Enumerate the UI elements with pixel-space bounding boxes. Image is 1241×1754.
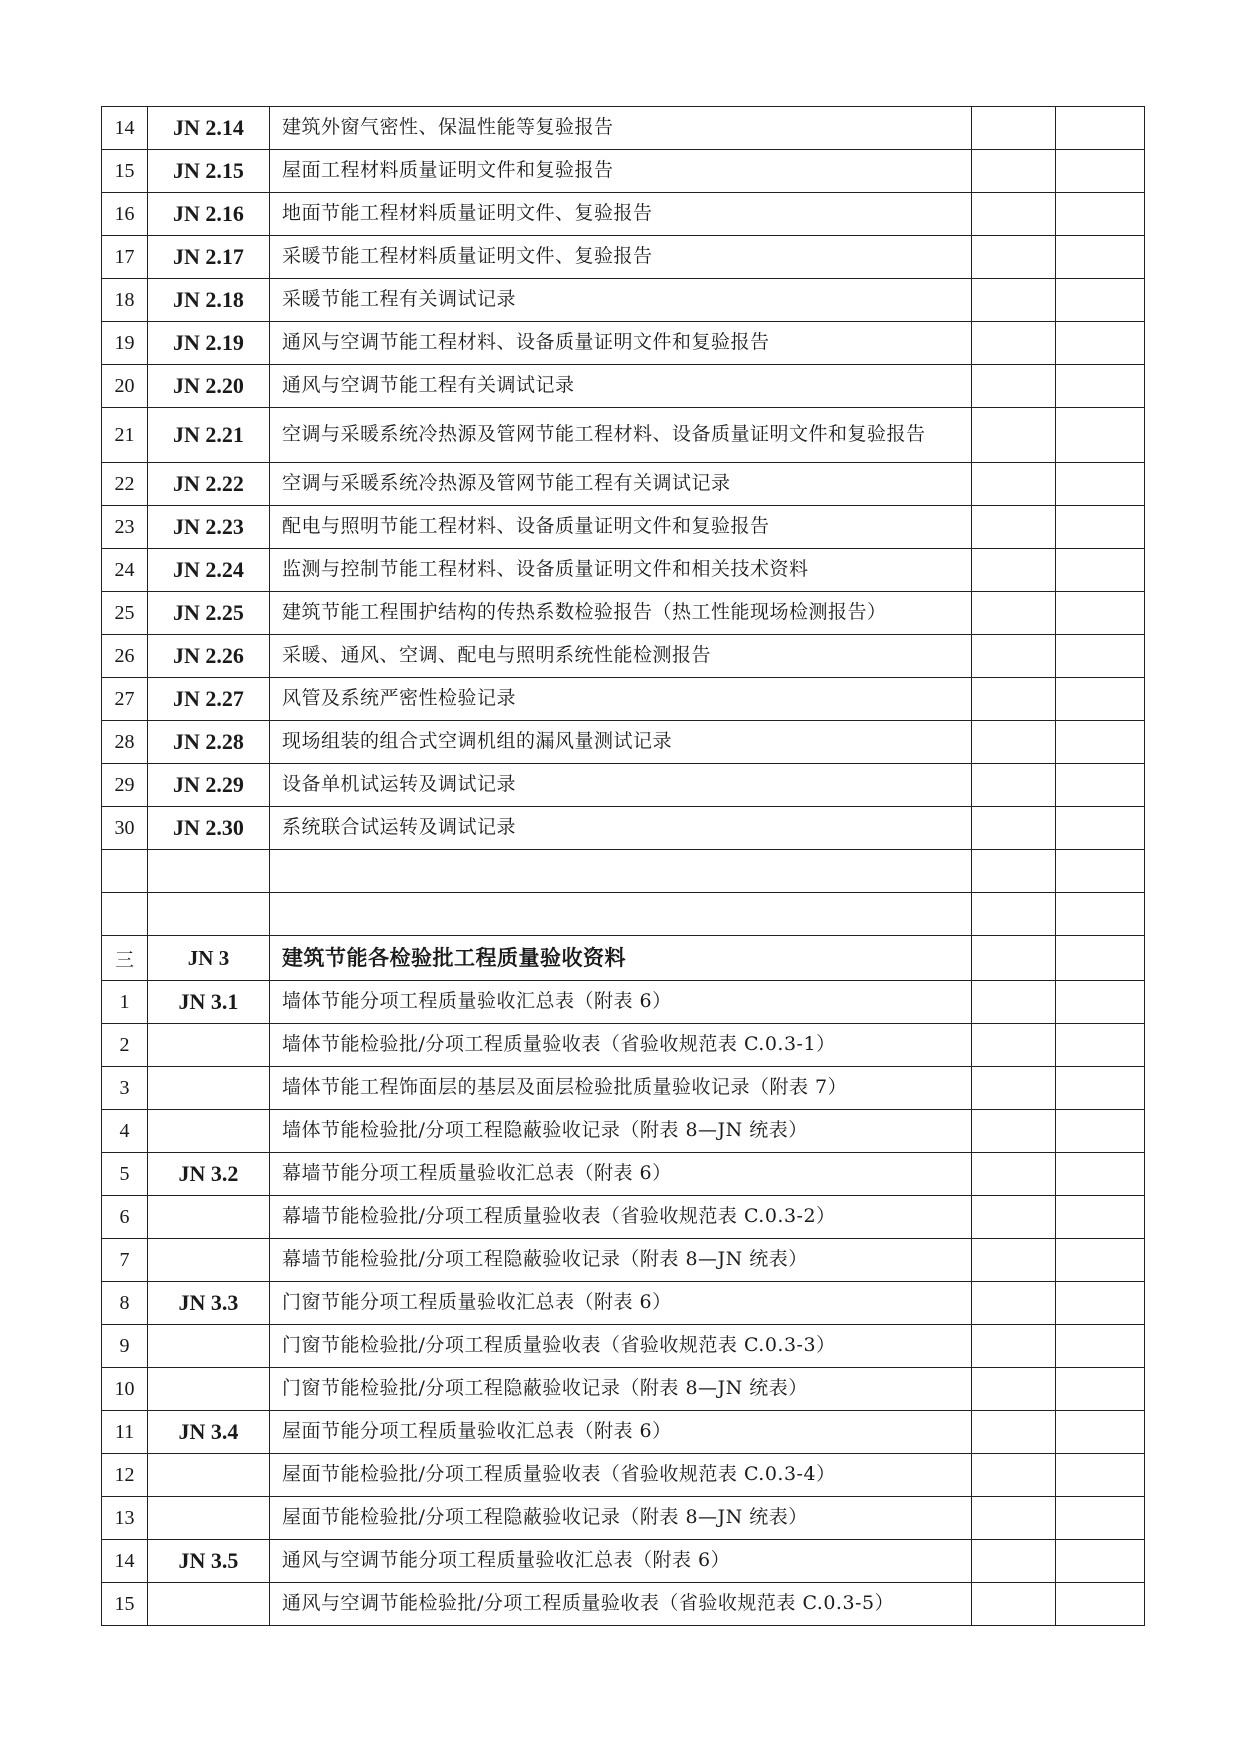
table-row — [102, 1196, 1145, 1239]
row-number: 21 — [102, 408, 148, 463]
row-title: 门窗节能分项工程质量验收汇总表（附表 6） — [270, 1282, 972, 1325]
row-cell-empty — [972, 764, 1056, 807]
row-number: 14 — [102, 107, 148, 150]
row-cell-empty — [1056, 1497, 1145, 1540]
table-row — [102, 1454, 1145, 1497]
row-title: 屋面节能分项工程质量验收汇总表（附表 6） — [270, 1411, 972, 1454]
row-code: JN 2.19 — [148, 322, 270, 365]
table-row — [102, 1024, 1145, 1067]
row-number: 2 — [102, 1024, 148, 1067]
row-cell-empty — [972, 592, 1056, 635]
row-number: 12 — [102, 1454, 148, 1497]
row-code — [148, 1325, 270, 1368]
row-cell-empty — [972, 1196, 1056, 1239]
row-number: 3 — [102, 1067, 148, 1110]
row-code: JN 2.30 — [148, 807, 270, 850]
row-code: JN 2.29 — [148, 764, 270, 807]
row-cell-empty — [1056, 236, 1145, 279]
table-row — [102, 463, 1145, 506]
row-number: 13 — [102, 1497, 148, 1540]
table-row — [102, 236, 1145, 279]
row-cell-empty — [972, 1540, 1056, 1583]
row-cell-empty — [1056, 1583, 1145, 1626]
row-cell-empty — [972, 1282, 1056, 1325]
row-code — [148, 1239, 270, 1282]
table-row — [102, 1583, 1145, 1626]
row-cell-empty — [1056, 1239, 1145, 1282]
section-code: JN 3 — [148, 936, 270, 981]
row-code: JN 2.18 — [148, 279, 270, 322]
row-title: 通风与空调节能工程有关调试记录 — [270, 365, 972, 408]
row-cell-empty — [972, 1325, 1056, 1368]
row-code: JN 3.5 — [148, 1540, 270, 1583]
table-row — [102, 506, 1145, 549]
row-cell-empty — [972, 279, 1056, 322]
row-cell-empty — [1056, 1368, 1145, 1411]
row-title: 采暖节能工程材料质量证明文件、复验报告 — [270, 236, 972, 279]
row-cell-empty — [972, 549, 1056, 592]
row-cell-empty — [1056, 721, 1145, 764]
row-title: 门窗节能检验批/分项工程隐蔽验收记录（附表 8—JN 统表） — [270, 1368, 972, 1411]
row-cell-empty — [1056, 807, 1145, 850]
row-code: JN 2.28 — [148, 721, 270, 764]
row-code: JN 2.20 — [148, 365, 270, 408]
row-number: 24 — [102, 549, 148, 592]
row-code: JN 2.25 — [148, 592, 270, 635]
row-cell-empty — [972, 1368, 1056, 1411]
row-cell-empty — [972, 1024, 1056, 1067]
row-cell-empty — [972, 807, 1056, 850]
row-title: 风管及系统严密性检验记录 — [270, 678, 972, 721]
row-code: JN 2.15 — [148, 150, 270, 193]
row-cell-empty — [972, 1454, 1056, 1497]
row-cell-empty — [972, 1411, 1056, 1454]
row-cell-empty — [1056, 678, 1145, 721]
row-cell-empty — [1056, 193, 1145, 236]
row-number: 25 — [102, 592, 148, 635]
table-row — [102, 107, 1145, 150]
row-code: JN 3.1 — [148, 981, 270, 1024]
row-title: 系统联合试运转及调试记录 — [270, 807, 972, 850]
row-cell-empty — [1056, 764, 1145, 807]
row-cell-empty — [1056, 592, 1145, 635]
row-title: 设备单机试运转及调试记录 — [270, 764, 972, 807]
row-number — [102, 850, 148, 893]
row-cell-empty — [972, 1583, 1056, 1626]
row-title — [270, 850, 972, 893]
table-row — [102, 721, 1145, 764]
row-title: 通风与空调节能工程材料、设备质量证明文件和复验报告 — [270, 322, 972, 365]
table-row — [102, 635, 1145, 678]
row-cell-empty — [1056, 506, 1145, 549]
row-number: 22 — [102, 463, 148, 506]
row-code: JN 2.21 — [148, 408, 270, 463]
row-title: 幕墙节能检验批/分项工程隐蔽验收记录（附表 8—JN 统表） — [270, 1239, 972, 1282]
row-code: JN 2.16 — [148, 193, 270, 236]
row-title: 建筑外窗气密性、保温性能等复验报告 — [270, 107, 972, 150]
row-code — [148, 1067, 270, 1110]
table-row — [102, 1411, 1145, 1454]
table-row — [102, 981, 1145, 1024]
row-cell-empty — [1056, 1411, 1145, 1454]
row-code: JN 2.17 — [148, 236, 270, 279]
row-title: 幕墙节能检验批/分项工程质量验收表（省验收规范表 C.0.3-2） — [270, 1196, 972, 1239]
row-cell-empty — [1056, 107, 1145, 150]
row-code — [148, 1196, 270, 1239]
row-cell-empty — [972, 1067, 1056, 1110]
row-code — [148, 1454, 270, 1497]
table-row — [102, 549, 1145, 592]
row-number: 26 — [102, 635, 148, 678]
row-title: 通风与空调节能分项工程质量验收汇总表（附表 6） — [270, 1540, 972, 1583]
row-cell-empty — [972, 1239, 1056, 1282]
table-row — [102, 807, 1145, 850]
table-row — [102, 1239, 1145, 1282]
row-cell-empty — [1056, 1110, 1145, 1153]
table-row — [102, 1067, 1145, 1110]
row-cell-empty — [972, 893, 1056, 936]
row-title: 空调与采暖系统冷热源及管网节能工程材料、设备质量证明文件和复验报告 — [270, 408, 972, 463]
row-cell-empty — [1056, 1325, 1145, 1368]
row-number: 4 — [102, 1110, 148, 1153]
row-cell-empty — [1056, 1540, 1145, 1583]
row-cell-empty — [1056, 893, 1145, 936]
table-row — [102, 1110, 1145, 1153]
row-cell-empty — [972, 322, 1056, 365]
row-number: 17 — [102, 236, 148, 279]
row-title: 门窗节能检验批/分项工程质量验收表（省验收规范表 C.0.3-3） — [270, 1325, 972, 1368]
row-number: 20 — [102, 365, 148, 408]
row-code — [148, 1024, 270, 1067]
section-heading-row — [102, 936, 1145, 981]
row-title: 地面节能工程材料质量证明文件、复验报告 — [270, 193, 972, 236]
row-number: 6 — [102, 1196, 148, 1239]
table-row — [102, 1153, 1145, 1196]
row-cell-empty — [1056, 1067, 1145, 1110]
row-number: 10 — [102, 1368, 148, 1411]
row-cell-empty — [1056, 981, 1145, 1024]
row-cell-empty — [1056, 1153, 1145, 1196]
row-cell-empty — [1056, 850, 1145, 893]
row-title: 采暖、通风、空调、配电与照明系统性能检测报告 — [270, 635, 972, 678]
row-number: 11 — [102, 1411, 148, 1454]
row-number: 14 — [102, 1540, 148, 1583]
row-cell-empty — [972, 721, 1056, 764]
table-row — [102, 279, 1145, 322]
row-number: 5 — [102, 1153, 148, 1196]
row-title: 现场组装的组合式空调机组的漏风量测试记录 — [270, 721, 972, 764]
table-row — [102, 678, 1145, 721]
table-row — [102, 408, 1145, 463]
row-code — [148, 1368, 270, 1411]
row-title: 配电与照明节能工程材料、设备质量证明文件和复验报告 — [270, 506, 972, 549]
row-code — [148, 893, 270, 936]
row-cell-empty — [1056, 936, 1145, 981]
row-title: 监测与控制节能工程材料、设备质量证明文件和相关技术资料 — [270, 549, 972, 592]
row-cell-empty — [1056, 408, 1145, 463]
row-code: JN 3.3 — [148, 1282, 270, 1325]
table-row-blank — [102, 893, 1145, 936]
row-title: 屋面节能检验批/分项工程隐蔽验收记录（附表 8—JN 统表） — [270, 1497, 972, 1540]
row-cell-empty — [972, 193, 1056, 236]
row-number: 19 — [102, 322, 148, 365]
row-cell-empty — [1056, 1454, 1145, 1497]
row-code: JN 3.2 — [148, 1153, 270, 1196]
row-cell-empty — [1056, 1196, 1145, 1239]
row-code: JN 2.22 — [148, 463, 270, 506]
row-cell-empty — [972, 981, 1056, 1024]
table-row — [102, 592, 1145, 635]
row-cell-empty — [972, 635, 1056, 678]
row-cell-empty — [972, 107, 1056, 150]
row-title: 屋面工程材料质量证明文件和复验报告 — [270, 150, 972, 193]
row-title: 幕墙节能分项工程质量验收汇总表（附表 6） — [270, 1153, 972, 1196]
row-code: JN 2.14 — [148, 107, 270, 150]
row-cell-empty — [972, 1153, 1056, 1196]
row-cell-empty — [1056, 1024, 1145, 1067]
row-code — [148, 1497, 270, 1540]
row-title: 采暖节能工程有关调试记录 — [270, 279, 972, 322]
row-number: 18 — [102, 279, 148, 322]
row-cell-empty — [1056, 365, 1145, 408]
table-row — [102, 322, 1145, 365]
row-cell-empty — [972, 506, 1056, 549]
row-cell-empty — [972, 678, 1056, 721]
row-number: 27 — [102, 678, 148, 721]
row-cell-empty — [972, 1497, 1056, 1540]
table-row — [102, 1282, 1145, 1325]
row-code: JN 3.4 — [148, 1411, 270, 1454]
row-cell-empty — [972, 365, 1056, 408]
section-title: 建筑节能各检验批工程质量验收资料 — [270, 936, 972, 981]
row-number: 28 — [102, 721, 148, 764]
row-cell-empty — [972, 1110, 1056, 1153]
row-code — [148, 1110, 270, 1153]
row-number: 29 — [102, 764, 148, 807]
row-title: 建筑节能工程围护结构的传热系数检验报告（热工性能现场检测报告） — [270, 592, 972, 635]
row-number: 7 — [102, 1239, 148, 1282]
row-number: 9 — [102, 1325, 148, 1368]
row-cell-empty — [972, 850, 1056, 893]
row-title: 墙体节能检验批/分项工程隐蔽验收记录（附表 8—JN 统表） — [270, 1110, 972, 1153]
row-code: JN 2.24 — [148, 549, 270, 592]
row-code: JN 2.26 — [148, 635, 270, 678]
table-row — [102, 1497, 1145, 1540]
row-title: 空调与采暖系统冷热源及管网节能工程有关调试记录 — [270, 463, 972, 506]
row-code — [148, 850, 270, 893]
row-number: 8 — [102, 1282, 148, 1325]
table-row — [102, 764, 1145, 807]
table-row — [102, 1540, 1145, 1583]
table-row — [102, 193, 1145, 236]
row-title: 墙体节能检验批/分项工程质量验收表（省验收规范表 C.0.3-1） — [270, 1024, 972, 1067]
row-number: 30 — [102, 807, 148, 850]
row-number: 16 — [102, 193, 148, 236]
table-row — [102, 365, 1145, 408]
row-cell-empty — [1056, 150, 1145, 193]
row-cell-empty — [1056, 279, 1145, 322]
row-cell-empty — [972, 936, 1056, 981]
row-code: JN 2.27 — [148, 678, 270, 721]
row-cell-empty — [972, 408, 1056, 463]
row-number: 15 — [102, 150, 148, 193]
section-number: 三 — [102, 936, 148, 981]
row-cell-empty — [972, 236, 1056, 279]
row-cell-empty — [1056, 1282, 1145, 1325]
table-row-blank — [102, 850, 1145, 893]
row-number — [102, 893, 148, 936]
table-row — [102, 150, 1145, 193]
row-cell-empty — [972, 463, 1056, 506]
row-number: 15 — [102, 1583, 148, 1626]
row-title: 通风与空调节能检验批/分项工程质量验收表（省验收规范表 C.0.3-5） — [270, 1583, 972, 1626]
document-table — [101, 106, 1145, 1626]
row-number: 23 — [102, 506, 148, 549]
table-body — [102, 107, 1145, 1626]
row-number: 1 — [102, 981, 148, 1024]
table-row — [102, 1325, 1145, 1368]
row-cell-empty — [1056, 635, 1145, 678]
row-code: JN 2.23 — [148, 506, 270, 549]
row-title: 墙体节能分项工程质量验收汇总表（附表 6） — [270, 981, 972, 1024]
row-title: 屋面节能检验批/分项工程质量验收表（省验收规范表 C.0.3-4） — [270, 1454, 972, 1497]
row-cell-empty — [972, 150, 1056, 193]
row-cell-empty — [1056, 549, 1145, 592]
row-cell-empty — [1056, 463, 1145, 506]
table-row — [102, 1368, 1145, 1411]
row-title: 墙体节能工程饰面层的基层及面层检验批质量验收记录（附表 7） — [270, 1067, 972, 1110]
row-code — [148, 1583, 270, 1626]
row-cell-empty — [1056, 322, 1145, 365]
row-title — [270, 893, 972, 936]
